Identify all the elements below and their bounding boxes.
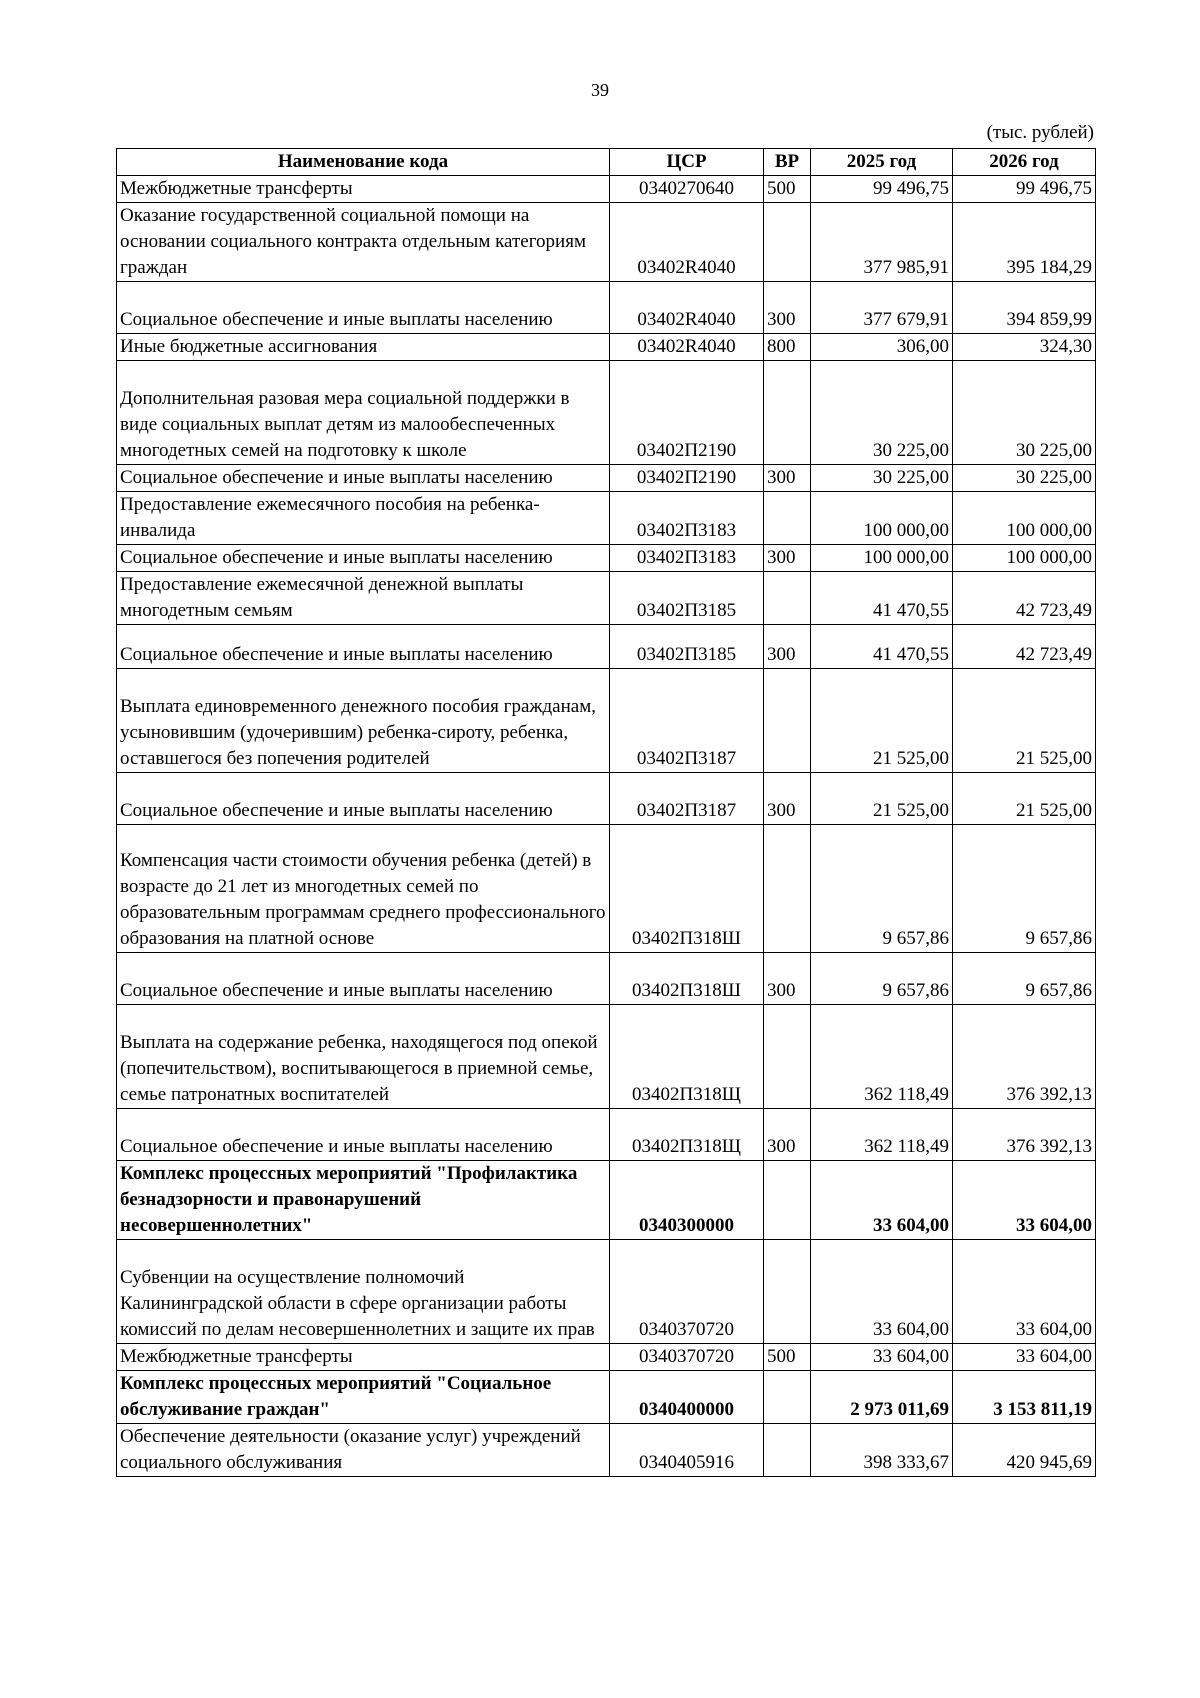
row-2026-cell: 42 723,49 [953,625,1096,669]
table-row [117,545,1096,572]
row-vr-cell: 300 [764,465,811,492]
row-2025-cell: 99 496,75 [811,176,953,203]
budget-table [116,148,1096,1477]
table-row [117,1344,1096,1371]
table-row [117,1005,1096,1109]
row-vr-cell: 300 [764,545,811,572]
row-name-cell: Обеспечение деятельности (оказание услуг) учреждений социального обслуживания [117,1424,610,1477]
row-vr-cell [764,492,811,545]
row-2026-cell: 394 859,99 [953,282,1096,334]
row-2025-cell: 398 333,67 [811,1424,953,1477]
table-body [117,176,1096,1477]
row-2026-cell: 33 604,00 [953,1240,1096,1344]
table-row [117,361,1096,465]
table-row [117,1371,1096,1424]
row-name-cell: Социальное обеспечение и иные выплаты населению [117,465,610,492]
row-2025-cell: 100 000,00 [811,492,953,545]
row-2026-cell: 9 657,86 [953,953,1096,1005]
row-csr-cell: 0340270640 [610,176,764,203]
row-vr-cell: 300 [764,625,811,669]
row-vr-cell: 300 [764,282,811,334]
table-row [117,334,1096,361]
row-csr-cell: 03402R4040 [610,282,764,334]
row-vr-cell: 300 [764,953,811,1005]
row-name-cell: Социальное обеспечение и иные выплаты населению [117,625,610,669]
page-number: 39 [591,80,609,100]
header-2026: 2026 год [953,149,1096,176]
table-row [117,572,1096,625]
row-2026-cell: 3 153 811,19 [953,1371,1096,1424]
table-row [117,1109,1096,1161]
row-2025-cell: 377 985,91 [811,203,953,282]
row-2025-cell: 9 657,86 [811,953,953,1005]
row-2026-cell: 33 604,00 [953,1161,1096,1240]
row-2026-cell: 9 657,86 [953,825,1096,953]
table-row [117,625,1096,669]
row-2026-cell: 420 945,69 [953,1424,1096,1477]
row-name-cell: Социальное обеспечение и иные выплаты населению [117,545,610,572]
table-row [117,1240,1096,1344]
row-vr-cell: 800 [764,334,811,361]
row-vr-cell [764,1005,811,1109]
row-name-cell: Компенсация части стоимости обучения ребенка (детей) в возрасте до 21 лет из многодетных семей по образовательным программам среднего профессионального образования на платной основе [117,825,610,953]
row-name-cell: Предоставление ежемесячной денежной выплаты многодетным семьям [117,572,610,625]
row-name-cell: Выплата единовременного денежного пособия гражданам, усыновившим (удочерившим) ребенка-сироту, ребенка, оставшегося без попечения родителей [117,669,610,773]
row-2025-cell: 21 525,00 [811,669,953,773]
table-row [117,953,1096,1005]
row-csr-cell: 03402П3183 [610,492,764,545]
row-2025-cell: 2 973 011,69 [811,1371,953,1424]
row-name-cell: Социальное обеспечение и иные выплаты населению [117,953,610,1005]
row-name-cell: Социальное обеспечение и иные выплаты населению [117,282,610,334]
row-csr-cell: 03402П3185 [610,625,764,669]
row-csr-cell: 03402П3183 [610,545,764,572]
row-vr-cell [764,1240,811,1344]
row-2026-cell: 99 496,75 [953,176,1096,203]
row-csr-cell: 03402П2190 [610,465,764,492]
row-2026-cell: 100 000,00 [953,492,1096,545]
row-csr-cell: 03402П2190 [610,361,764,465]
row-2026-cell: 395 184,29 [953,203,1096,282]
row-2025-cell: 21 525,00 [811,773,953,825]
row-2025-cell: 100 000,00 [811,545,953,572]
row-2025-cell: 9 657,86 [811,825,953,953]
row-vr-cell: 300 [764,1109,811,1161]
table-row [117,1161,1096,1240]
row-2026-cell: 33 604,00 [953,1344,1096,1371]
row-csr-cell: 03402П3187 [610,773,764,825]
row-csr-cell: 0340370720 [610,1240,764,1344]
table-row [117,669,1096,773]
row-name-cell: Оказание государственной социальной помощи на основании социального контракта отдельным категориям граждан [117,203,610,282]
row-csr-cell: 0340400000 [610,1371,764,1424]
row-name-cell: Выплата на содержание ребенка, находящегося под опекой (попечительством), воспитывающегося в приемной семье, семье патронатных воспитателей [117,1005,610,1109]
row-2025-cell: 30 225,00 [811,361,953,465]
row-2025-cell: 41 470,55 [811,572,953,625]
row-vr-cell [764,669,811,773]
row-vr-cell: 500 [764,176,811,203]
row-2026-cell: 30 225,00 [953,361,1096,465]
row-csr-cell: 03402П3187 [610,669,764,773]
row-2026-cell: 376 392,13 [953,1109,1096,1161]
row-csr-cell: 03402П318Ш [610,825,764,953]
row-csr-cell: 03402П318Щ [610,1005,764,1109]
row-2026-cell: 324,30 [953,334,1096,361]
row-csr-cell: 03402R4040 [610,203,764,282]
row-vr-cell: 500 [764,1344,811,1371]
header-name: Наименование кода [117,149,610,176]
row-name-cell: Межбюджетные трансферты [117,1344,610,1371]
row-vr-cell [764,572,811,625]
row-name-cell: Социальное обеспечение и иные выплаты населению [117,1109,610,1161]
row-name-cell: Дополнительная разовая мера социальной поддержки в виде социальных выплат детям из малообеспеченных многодетных семей на подготовку к школе [117,361,610,465]
row-vr-cell [764,1161,811,1240]
units-label: (тыс. рублей) [986,122,1094,143]
row-vr-cell [764,203,811,282]
row-csr-cell: 03402П318Ш [610,953,764,1005]
table-row [117,825,1096,953]
row-2026-cell: 21 525,00 [953,669,1096,773]
row-2025-cell: 33 604,00 [811,1240,953,1344]
row-vr-cell [764,1371,811,1424]
row-name-cell: Комплекс процессных мероприятий "Социальное обслуживание граждан" [117,1371,610,1424]
table-row [117,176,1096,203]
row-2025-cell: 377 679,91 [811,282,953,334]
row-vr-cell [764,361,811,465]
row-2025-cell: 33 604,00 [811,1161,953,1240]
row-name-cell: Субвенции на осуществление полномочий Калининградской области в сфере организации работы комиссий по делам несовершеннолетних и защите их прав [117,1240,610,1344]
table-row [117,773,1096,825]
row-2026-cell: 30 225,00 [953,465,1096,492]
row-name-cell: Социальное обеспечение и иные выплаты населению [117,773,610,825]
row-vr-cell: 300 [764,773,811,825]
row-vr-cell [764,1424,811,1477]
row-2025-cell: 306,00 [811,334,953,361]
row-csr-cell: 03402R4040 [610,334,764,361]
row-csr-cell: 0340370720 [610,1344,764,1371]
row-name-cell: Иные бюджетные ассигнования [117,334,610,361]
row-2026-cell: 376 392,13 [953,1005,1096,1109]
row-name-cell: Комплекс процессных мероприятий "Профилактика безнадзорности и правонарушений несовершеннолетних" [117,1161,610,1240]
row-csr-cell: 03402П3185 [610,572,764,625]
header-csr: ЦСР [610,149,764,176]
table-row [117,465,1096,492]
table-row [117,282,1096,334]
row-2025-cell: 362 118,49 [811,1109,953,1161]
table-row [117,1424,1096,1477]
header-2025: 2025 год [811,149,953,176]
row-2026-cell: 100 000,00 [953,545,1096,572]
table-header-row [117,149,1096,176]
row-2025-cell: 41 470,55 [811,625,953,669]
row-csr-cell: 0340405916 [610,1424,764,1477]
row-vr-cell [764,825,811,953]
row-2025-cell: 33 604,00 [811,1344,953,1371]
row-2026-cell: 42 723,49 [953,572,1096,625]
row-name-cell: Межбюджетные трансферты [117,176,610,203]
row-csr-cell: 03402П318Щ [610,1109,764,1161]
row-2025-cell: 362 118,49 [811,1005,953,1109]
row-csr-cell: 0340300000 [610,1161,764,1240]
header-vr: ВР [764,149,811,176]
table-row [117,203,1096,282]
table-row [117,492,1096,545]
row-2026-cell: 21 525,00 [953,773,1096,825]
row-2025-cell: 30 225,00 [811,465,953,492]
row-name-cell: Предоставление ежемесячного пособия на ребенка-инвалида [117,492,610,545]
